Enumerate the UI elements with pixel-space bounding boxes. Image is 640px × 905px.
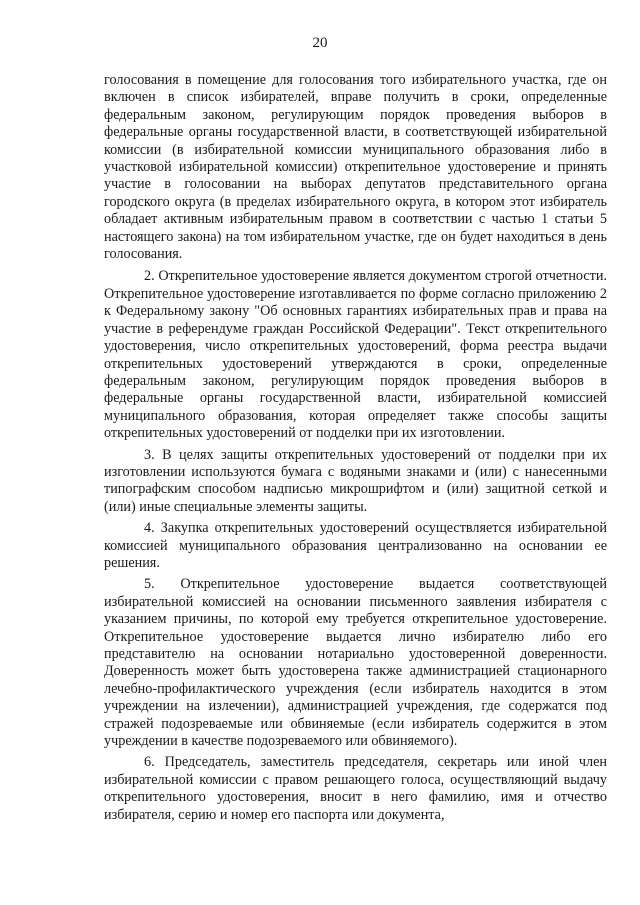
paragraph-continuation: голосования в помещение для голосования того избирательного участка, где он включен в список избирателей, вправе получить в сроки, определенные федеральным законом, регулирующим порядок проведения выборов в федеральные органы государственной власти, в соответствующей избирательной комиссии (в избирательной комиссии муниципального образования либо в участковой избирательной комиссии) открепительное удостоверение и принять участие в голосовании на выборах депутатов представительного органа городского округа (в пределах избирательного округа, в котором этот избиратель обладает активным избирательным правом в соответствии с частью 1 статьи 5 настоящего закона) на том избирательном участке, где он будет находиться в день голосования. <box>104 72 607 263</box>
paragraph-4: 4. Закупка открепительных удостоверений осуществляется избирательной комиссией муниципального образования централизованно на основании ее решения. <box>104 520 607 571</box>
paragraph-2: 2. Открепительное удостоверение является документом строгой отчетности. Открепительное удостоверение изготавливается по форме согласно приложению 2 к Федеральному закону "Об основных гарантиях избирательных прав и права на участие в референдуме граждан Российской Федерации". Текст открепительного удостоверения, число открепительных удостоверений, форма реестра выдачи открепительных удостоверений утверждаются в сроки, определенные федеральным законом, регулирующим порядок проведения выборов в федеральные органы государственной власти, избирательной комиссией муниципального образования, которая определяет также способы защиты открепительных удостоверений от подделки при их изготовлении. <box>104 268 607 442</box>
paragraph-5: 5. Открепительное удостоверение выдается соответствующей избирательной комиссией на основании письменного заявления избирателя с указанием причины, по которой ему требуется открепительное удостоверение. Открепительное удостоверение выдается лично избирателю либо его представителю на основании нотариально удостоверенной доверенности. Доверенность может быть удостоверена также администрацией стационарного лечебно-профилактического учреждения (если избиратель находится в этом учреждении на излечении), администрацией учреждения, где содержатся под стражей подозреваемые или обвиняемые (если избиратель содержится в этом учреждении в качестве подозреваемого или обвиняемого). <box>104 576 607 750</box>
paragraph-3: 3. В целях защиты открепительных удостоверений от подделки при их изготовлении используются бумага с водяными знаками и (или) с нанесенными типографским способом надписью микрошрифтом и (или) защитной сеткой и (или) иные специальные элементы защиты. <box>104 446 607 515</box>
page-number: 20 <box>312 35 328 51</box>
paragraph-6: 6. Председатель, заместитель председателя, секретарь или иной член избирательной комиссии с правом решающего голоса, осуществляющий выдачу открепительного удостоверения, вносит в него фамилию, имя и отчество избирателя, серию и номер его паспорта или документа, <box>104 754 607 823</box>
document-body <box>104 72 607 828</box>
